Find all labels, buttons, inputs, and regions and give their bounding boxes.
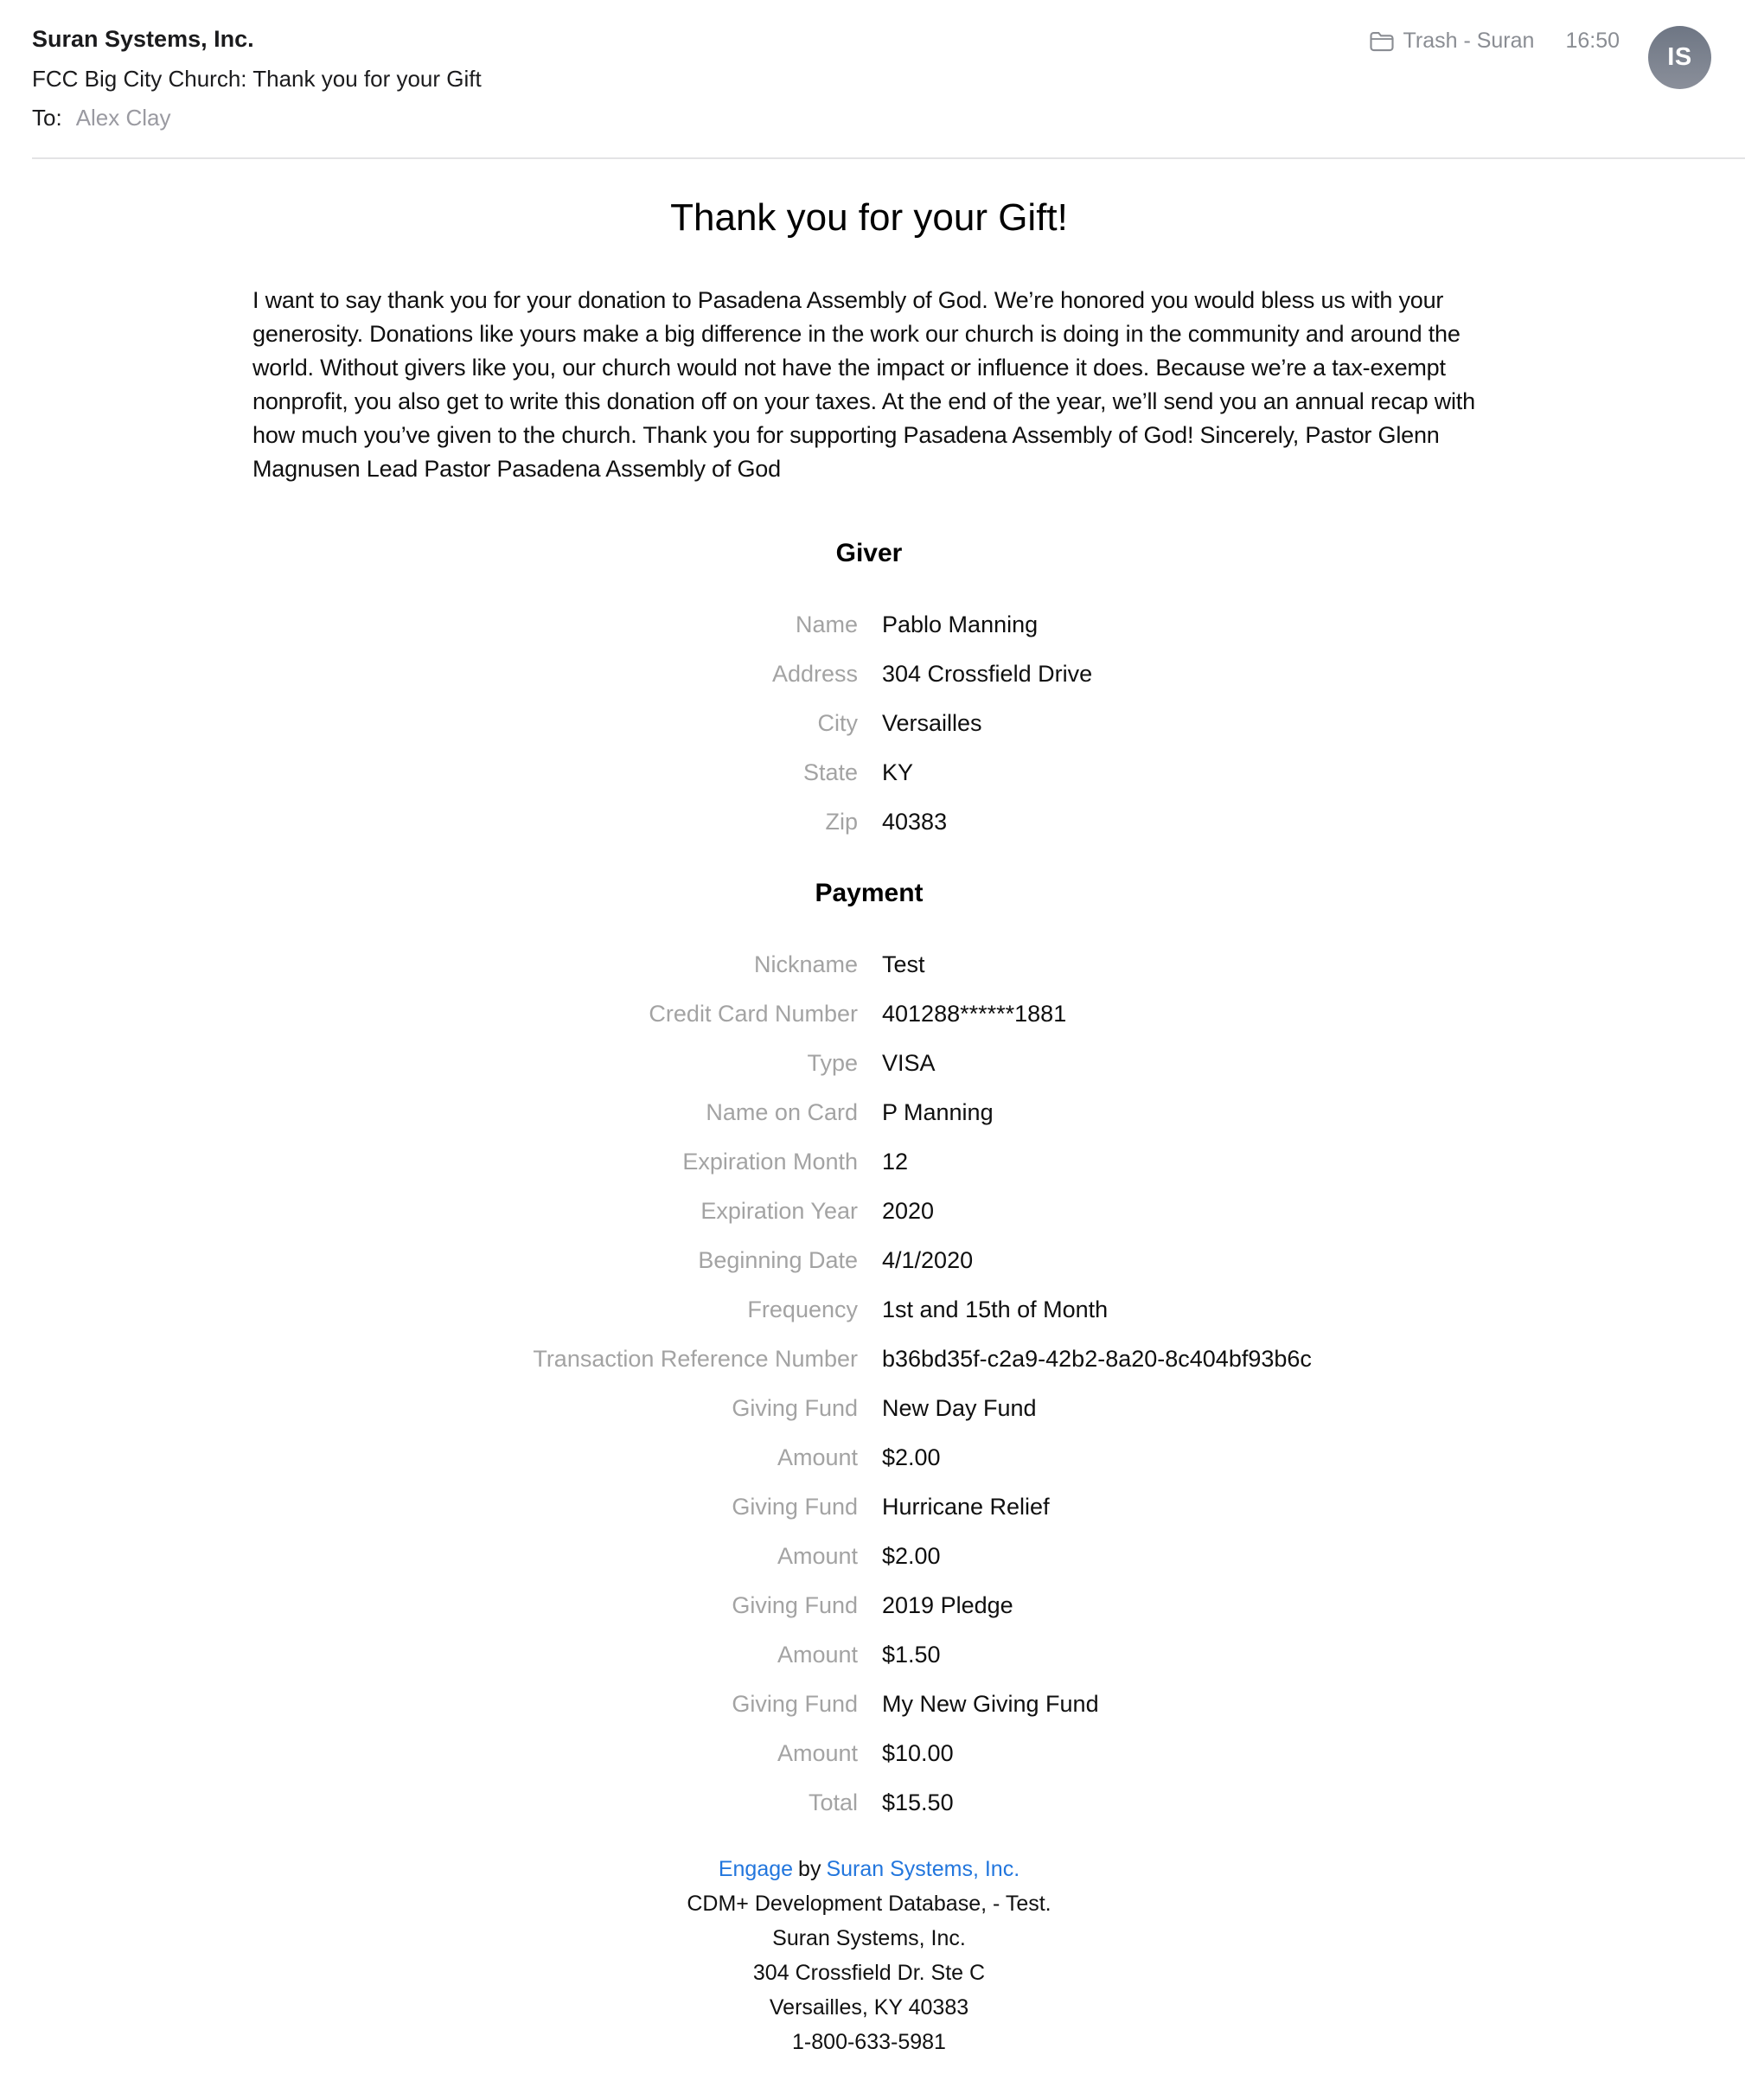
field-label: Beginning Date — [698, 1247, 858, 1273]
timestamp: 16:50 — [1565, 29, 1620, 53]
payment-heading: Payment — [815, 879, 924, 907]
field-row — [252, 1778, 1486, 1828]
footer-line-street: 304 Crossfield Dr. Ste C — [752, 1961, 986, 1985]
field-row — [252, 1581, 1486, 1630]
footer-by-text: by — [798, 1857, 821, 1881]
field-value: $1.50 — [882, 1642, 941, 1668]
giver-heading: Giver — [835, 539, 903, 567]
field-label: Giving Fund — [732, 1395, 858, 1421]
field-value: 40383 — [882, 809, 948, 835]
field-row — [252, 1285, 1486, 1335]
field-value: Hurricane Relief — [882, 1494, 1050, 1520]
field-value: My New Giving Fund — [882, 1691, 1099, 1717]
field-value: 2020 — [882, 1198, 935, 1224]
field-label: Credit Card Number — [649, 1001, 858, 1027]
avatar-initials: IS — [1667, 43, 1692, 71]
field-label: Name on Card — [706, 1099, 858, 1125]
field-value: 401288******1881 — [882, 1001, 1067, 1027]
field-value: $15.50 — [882, 1789, 954, 1815]
field-row — [252, 1433, 1486, 1482]
field-value: $2.00 — [882, 1444, 941, 1470]
field-value: $2.00 — [882, 1543, 941, 1569]
mailbox-name: Trash - Suran — [1403, 29, 1535, 53]
giver-rows — [252, 600, 1486, 847]
field-label: Amount — [777, 1444, 858, 1470]
field-value: $10.00 — [882, 1740, 954, 1766]
field-value: 4/1/2020 — [882, 1247, 974, 1273]
field-label: Nickname — [753, 951, 858, 977]
to-label: To: — [32, 105, 62, 131]
field-value: 304 Crossfield Drive — [882, 661, 1093, 687]
suran-link[interactable]: Suran Systems, Inc. — [826, 1857, 1020, 1881]
field-label: Name — [795, 611, 858, 637]
field-value: New Day Fund — [882, 1395, 1037, 1421]
field-value: Pablo Manning — [882, 611, 1039, 637]
field-label: City — [817, 710, 858, 736]
field-label: Frequency — [747, 1296, 858, 1322]
payment-section — [252, 878, 1486, 1828]
field-row — [252, 699, 1486, 748]
email-footer — [252, 1852, 1486, 2059]
field-label: Giving Fund — [732, 1691, 858, 1717]
field-row — [252, 797, 1486, 847]
field-label: Zip — [825, 809, 858, 835]
field-row — [252, 1482, 1486, 1532]
email-body — [252, 159, 1486, 2059]
field-row — [252, 1039, 1486, 1088]
field-row — [252, 748, 1486, 797]
field-row — [252, 1384, 1486, 1433]
footer-line-company: Suran Systems, Inc. — [772, 1926, 966, 1950]
field-row — [252, 1088, 1486, 1137]
subject-line: FCC Big City Church: Thank you for your Gift — [32, 66, 482, 92]
avatar[interactable] — [1648, 26, 1711, 89]
field-row — [252, 1729, 1486, 1778]
footer-line-city: Versailles, KY 40383 — [769, 1995, 969, 2020]
recipient-token[interactable]: Alex Clay — [75, 105, 171, 131]
field-label: Expiration Year — [700, 1198, 858, 1224]
field-value: Test — [882, 951, 925, 977]
footer-links-line — [252, 1852, 1486, 1886]
field-row — [252, 1532, 1486, 1581]
field-label: Address — [771, 661, 858, 687]
header-meta — [1369, 29, 1620, 54]
field-label: Expiration Month — [682, 1149, 858, 1175]
field-label: Amount — [777, 1543, 858, 1569]
field-row — [252, 600, 1486, 650]
field-row — [252, 1630, 1486, 1680]
field-label: State — [802, 759, 858, 785]
field-row — [252, 1335, 1486, 1384]
field-value: P Manning — [882, 1099, 994, 1125]
field-row — [252, 1236, 1486, 1285]
folder-icon — [1369, 30, 1395, 53]
field-label: Giving Fund — [732, 1592, 858, 1618]
field-row — [252, 650, 1486, 699]
field-value: KY — [882, 759, 914, 785]
field-row — [252, 1680, 1486, 1729]
engage-link[interactable]: Engage — [718, 1857, 794, 1881]
field-value: Versailles — [882, 710, 982, 736]
field-value: 2019 Pledge — [882, 1592, 1013, 1618]
payment-rows — [252, 940, 1486, 1828]
field-row — [252, 1187, 1486, 1236]
field-value: VISA — [882, 1050, 936, 1076]
field-label: Transaction Reference Number — [533, 1346, 858, 1372]
field-label: Total — [808, 1789, 858, 1815]
field-row — [252, 989, 1486, 1039]
email-title: Thank you for your Gift! — [670, 196, 1068, 239]
field-value: 12 — [882, 1149, 909, 1175]
field-value: 1st and 15th of Month — [882, 1296, 1109, 1322]
field-label: Amount — [777, 1740, 858, 1766]
email-paragraph: I want to say thank you for your donation to Pasadena Assembly of God. We’re honored you would bless us with your generosity. Donations like yours make a big difference in the work our church is doing in the community and around the world. Without givers like you, our church would not have the impact or influence it does. Because we’re a tax-exempt nonprofit, you also get to write this donation off on your taxes. At the end of the year, we’ll send you an annual recap with how much you’ve given to the church. Thank you for supporting Pasadena Assembly of God! Sincerely, Pastor Glenn Magnusen Lead Pastor Pasadena Assembly of God — [252, 287, 1475, 482]
field-label: Type — [807, 1050, 858, 1076]
footer-line-database: CDM+ Development Database, - Test. — [687, 1892, 1051, 1916]
field-value: b36bd35f-c2a9-42b2-8a20-8c404bf93b6c — [882, 1346, 1312, 1372]
sender-name[interactable]: Suran Systems, Inc. — [32, 26, 254, 52]
field-row — [252, 1137, 1486, 1187]
field-row — [252, 940, 1486, 989]
field-label: Amount — [777, 1642, 858, 1668]
recipient-line — [32, 105, 171, 131]
field-label: Giving Fund — [732, 1494, 858, 1520]
mailbox-badge — [1369, 29, 1535, 54]
giver-section — [252, 538, 1486, 847]
footer-line-phone: 1-800-633-5981 — [792, 2030, 946, 2054]
